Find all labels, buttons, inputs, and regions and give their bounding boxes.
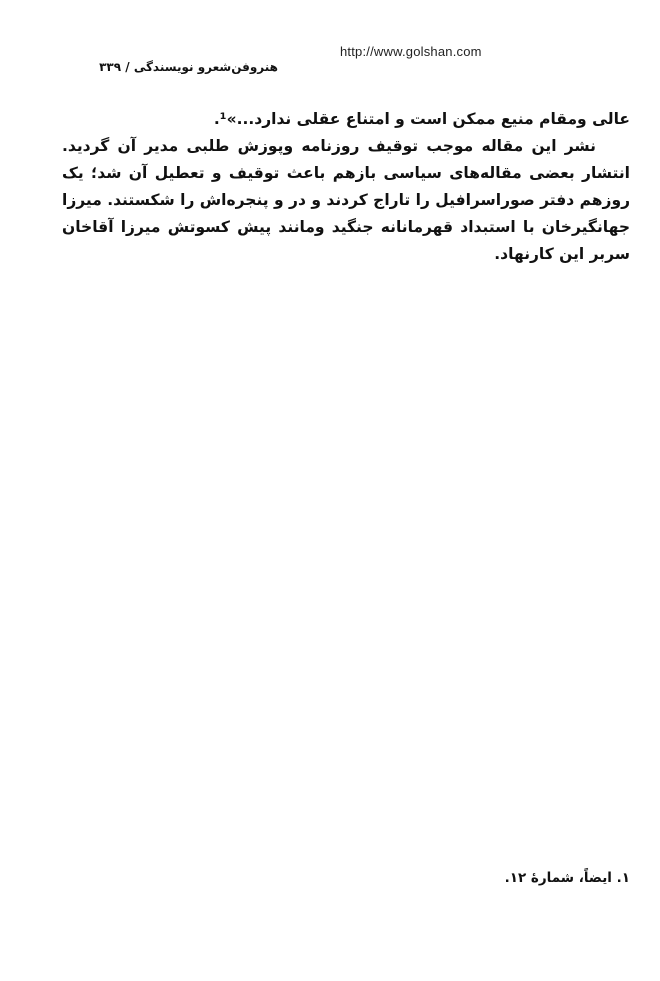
footnote: ۱. ایضاً، شمارهٔ ۱۲. xyxy=(504,870,630,886)
paragraph: نشر این مقاله موجب توقیف روزنامه وپوزش طلبی مدیر آن گردید. انتشار بعضی مقاله‌های سیاسی بازهم باعث توقیف و تعطیل آن شد؛ یک روزهم دفتر صوراسرافیل را تاراج کردند و در و پنجره‌اش را شکستند. میرزا جهانگیرخان با استبداد قهرمانانه جنگید ومانند پیش کسوتش میرزا آقاخان سربر این کارنهاد. xyxy=(62,137,630,263)
source-url: http://www.golshan.com xyxy=(340,44,482,59)
running-header: هنروفن‌شعرو نویسندگی / ۳۳۹ xyxy=(99,60,278,74)
paragraph: عالی ومقام منیع ممکن است و امتناع عقلی ندارد...»¹. xyxy=(213,110,630,128)
body-text xyxy=(62,106,630,268)
